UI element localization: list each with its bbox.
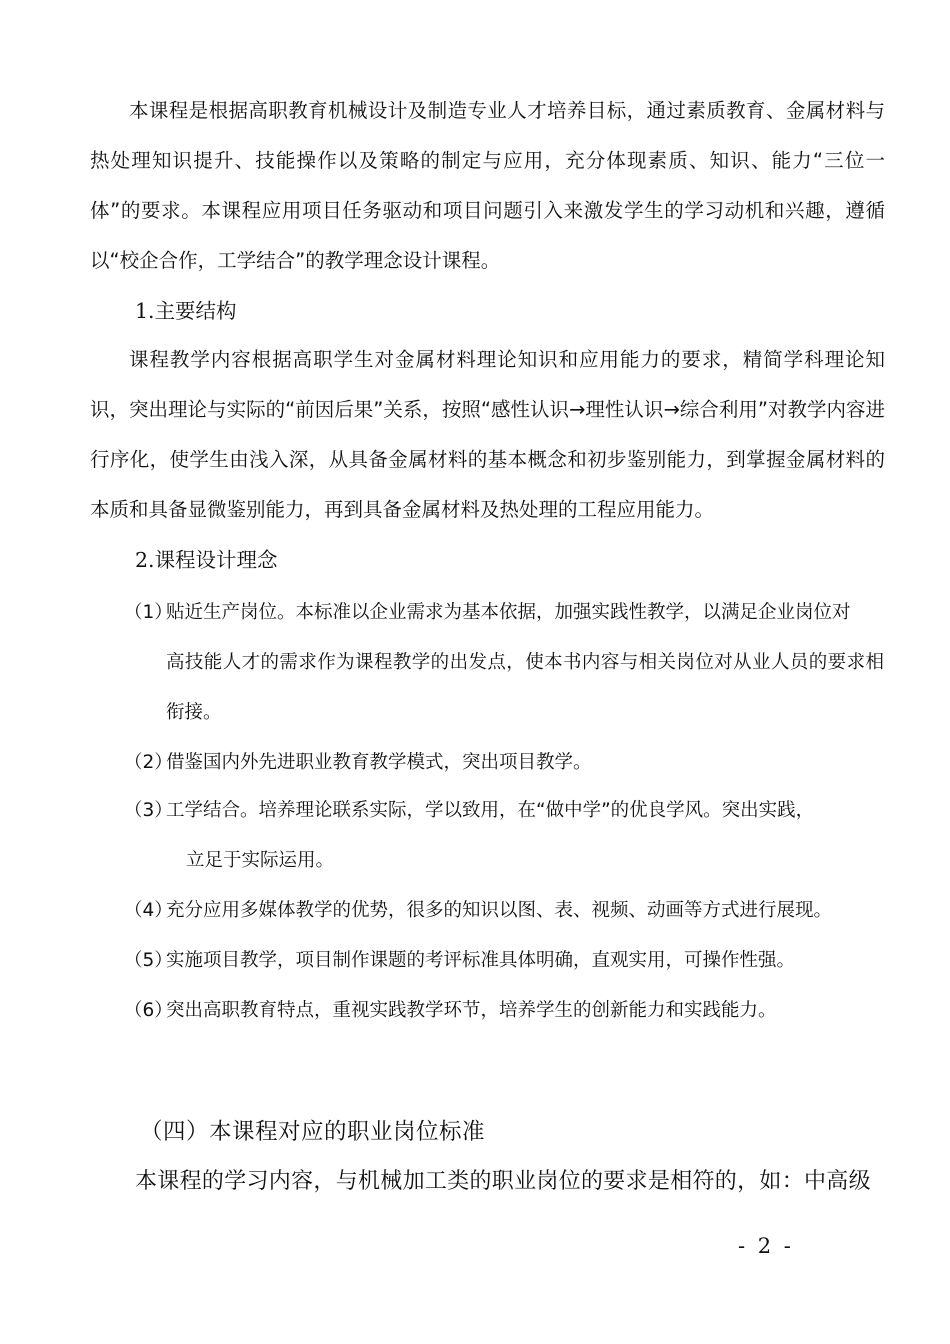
list-item-text: 贴近生产岗位。本标准以企业需求为基本依据，加强实践性教学，以满足企业岗位对 (166, 602, 851, 623)
intro-paragraph: 本课程是根据高职教育机械设计及制造专业人才培养目标，通过素质教育、金属材料与热处理知识提升、技能操作以及策略的制定与应用，充分体现素质、知识、能力“三位一体”的要求。本课程应用项目任务驱动和项目问题引入来激发学生的学习动机和兴趣，遵循以“校企合作，工学结合”的教学理念设计课程。 (90, 99, 885, 272)
list-marker: （2） (124, 752, 173, 773)
list-item-text: 借鉴国内外先进职业教育教学模式，突出项目教学。 (166, 752, 592, 773)
list-marker: （5） (124, 950, 173, 971)
list-item-text: 实施项目教学，项目制作课题的考评标准具体明确，直观实用，可操作性强。 (166, 950, 796, 971)
list-item-continuation: 立足于实际运用。 (186, 850, 335, 871)
list-item-continuation: 高技能人才的需求作为课程教学的出发点，使本书内容与相关岗位对从业人员的要求相衔接。 (166, 652, 884, 723)
section-1-heading (135, 286, 237, 336)
section-1-number: 1. (135, 299, 155, 323)
list-marker: （1） (124, 602, 173, 623)
section-2-number: 2. (135, 548, 155, 572)
list-item-text: 工学结合。培养理论联系实际，学以致用，在“做中学”的优良学风。突出实践， (166, 800, 815, 821)
list-marker: （4） (124, 900, 173, 921)
list-marker: （3） (124, 800, 173, 821)
list-item-1 (124, 588, 884, 738)
list-item-text: 充分应用多媒体教学的优势，很多的知识以图、表、视频、动画等方式进行展现。 (166, 900, 833, 921)
list-marker: （6） (124, 1000, 173, 1021)
list-item-4 (124, 886, 884, 936)
list-item-6 (124, 986, 884, 1036)
section-2-heading (135, 535, 278, 585)
list-item-2 (124, 738, 884, 788)
section-2-title: 课程设计理念 (154, 548, 278, 572)
section-4-paragraph: 本课程的学习内容，与机械加工类的职业岗位的要求是相符的，如：中高级 (135, 1169, 871, 1194)
list-item-text: 突出高职教育特点，重视实践教学环节，培养学生的创新能力和实践能力。 (166, 1000, 777, 1021)
section-1-paragraph: 课程教学内容根据高职学生对金属材料理论知识和应用能力的要求，精简学科理论知识，突出理论与实际的“前因后果”关系，按照“感性认识→理性认识→综合利用”对教学内容进行序化，使学生由浅入深，从具备金属材料的基本概念和初步鉴别能力，到掌握金属材料的本质和具备显微鉴别能力，再到具备金属材料及热处理的工程应用能力。 (90, 348, 885, 521)
section-4-heading: （四）本课程对应的职业岗位标准 (140, 1119, 486, 1145)
list-item-3 (124, 786, 884, 886)
page-number: - 2 - (738, 1234, 794, 1258)
section-1-title: 主要结构 (154, 299, 237, 323)
list-item-5 (124, 936, 884, 986)
